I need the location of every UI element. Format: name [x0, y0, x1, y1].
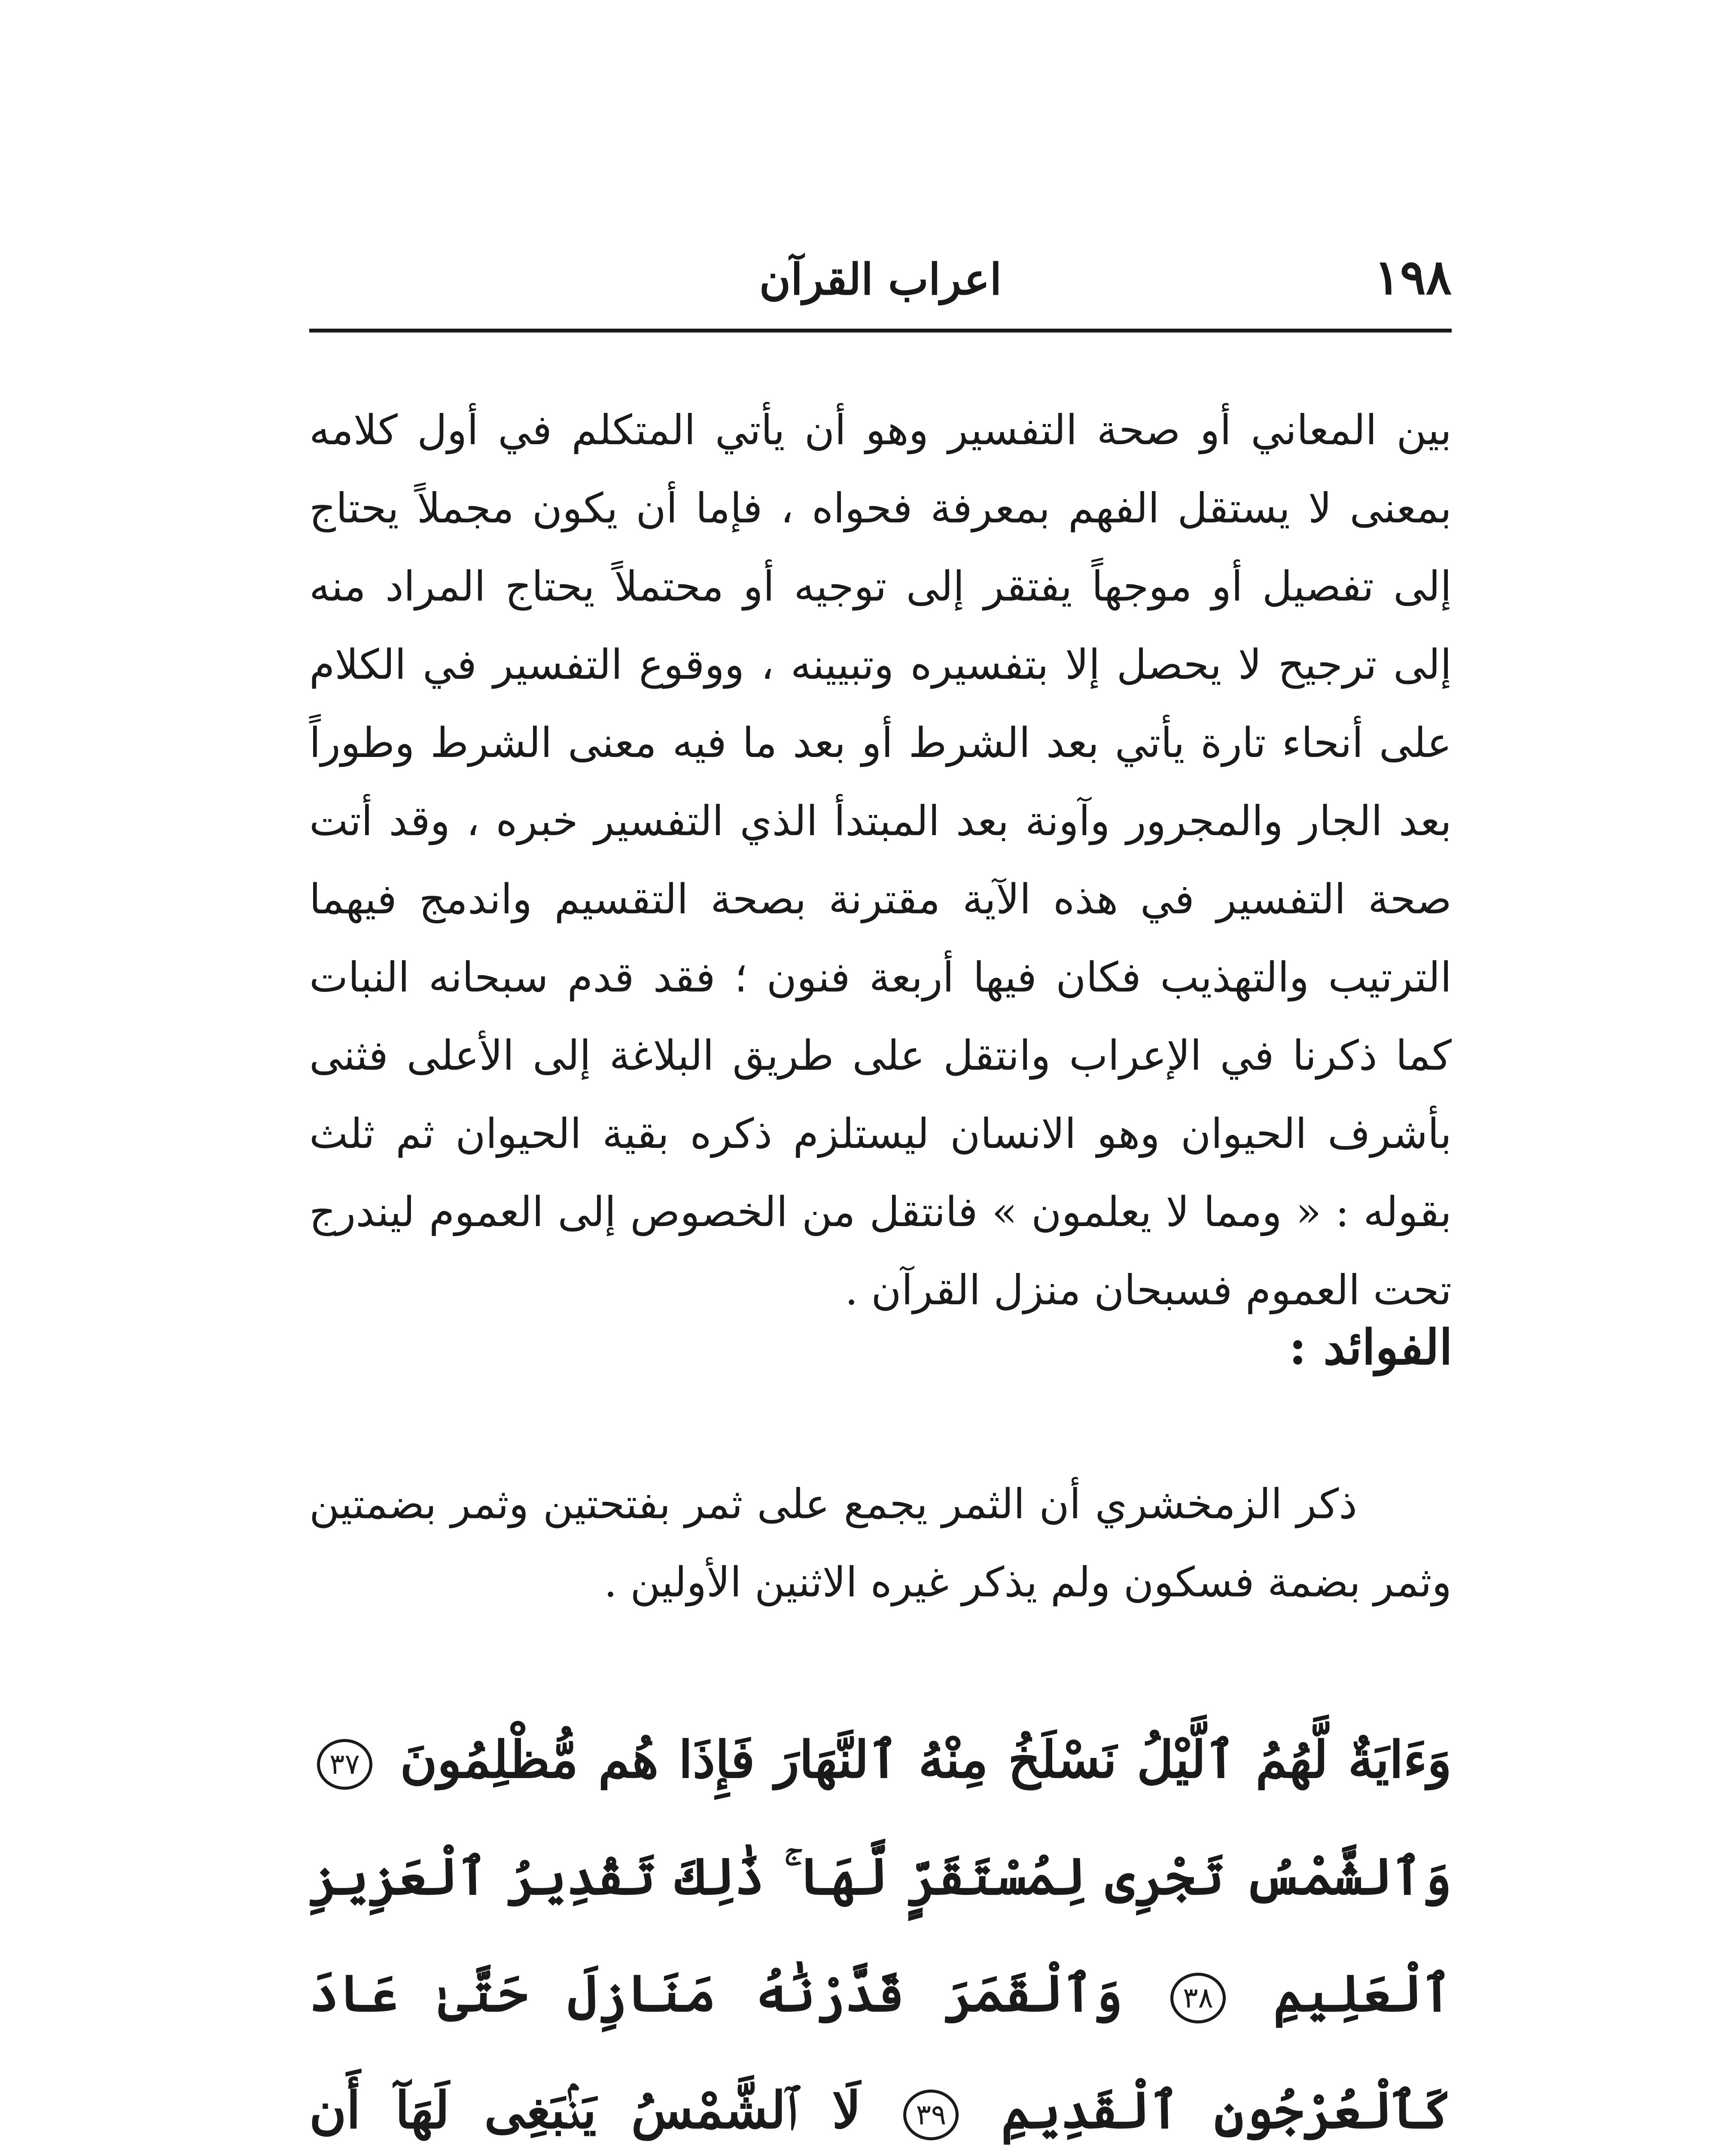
main-paragraph: بين المعاني أو صحة التفسير وهو أن يأتي المتكلم في أول كلامه بمعنى لا يستقل الفهم بمعرفة فحواه ، فإما أن يكون مجملاً يحتاج إلى تفصيل أو موجهاً يفتقر إلى توجيه أو محتملاً يحتاج المراد منه إلى ترجيح لا يحصل إلا بتفسيره وتبيينه ، ووقوع التفسير في الكلام على أنحاء تارة يأتي بعد الشرط أو بعد ما فيه معنى الشرط وطوراً بعد الجار والمجرور وآونة بعد المبتدأ الذي التفسير خبره ، وقد أتت صحة التفسير في هذه الآية مقترنة بصحة التقسيم واندمج فيهما الترتيب والتهذيب فكان فيها أربعة فنون ؛ فقد قدم سبحانه النبات كما ذكرنا في الإعراب وانتقل على طريق البلاغة إلى الأعلى فثنى بأشرف الحيوان وهو الانسان ليستلزم ذكره بقية الحيوان ثم ثلث بقوله : « ومما لا يعلمون » فانتقل من الخصوص إلى العموم ليندرج تحت العموم فسبحان منزل القرآن . [309, 406, 1452, 1314]
book-title: اعراب القرآن [759, 254, 1002, 305]
section-heading: الفوائد : [1288, 1319, 1453, 1376]
verse-text: وَٱلْقَمَرَ قَدَّرْنَٰهُ مَنَازِلَ حَتَّىٰ عَادَ كَٱلْعُرْجُونِ ٱلْقَدِيمِ [309, 1963, 1452, 2140]
quran-verses [309, 1701, 1452, 2148]
verse-text: وَءَايَةٌ لَّهُمُ ٱلَّيْلُ نَسْلَخُ مِنْهُ ٱلنَّهَارَ فَإِذَا هُم مُّظْلِمُونَ [400, 1730, 1452, 1789]
verse-text: لَا ٱلشَّمْسُ يَنۢبَغِى لَهَآ أَن [309, 2080, 861, 2140]
ayah-number-marker: ٣٩ [903, 2090, 959, 2140]
running-header [309, 241, 1452, 326]
ayah-number-marker: ٣٨ [1170, 1973, 1226, 2023]
verse-text: وَٱلشَّمْسُ تَجْرِى لِمُسْتَقَرٍّ لَّهَا ۚ ذَٰلِكَ تَقْدِيرُ ٱلْعَزِيزِ ٱلْعَلِيمِ [309, 1846, 1452, 2023]
header-divider [309, 329, 1452, 333]
notes-section [309, 1465, 1452, 1621]
notes-paragraph: ذكر الزمخشري أن الثمر يجمع على ثمر بفتحتين وثمر بضمتين وثمر بضمة فسكون ولم يذكر غيره الاثنين الأولين . [309, 1480, 1452, 1606]
page-number: ١٩٨ [1374, 249, 1452, 305]
ayah-number-marker: ٣٧ [317, 1739, 372, 1790]
